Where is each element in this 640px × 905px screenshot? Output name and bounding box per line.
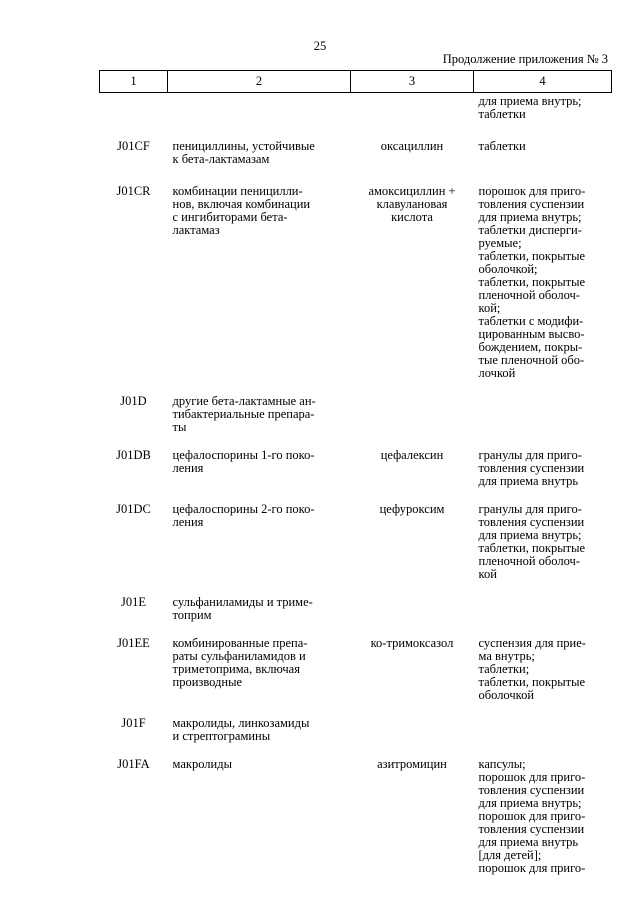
cell-text-line: кой	[478, 567, 497, 581]
cell-text-line: и стрептограмины	[172, 729, 271, 743]
atc-code-cell: J01DC	[116, 502, 151, 516]
drug-name-cell	[351, 488, 474, 581]
group-name-cell	[168, 434, 351, 488]
cell-text-line: оболочкой;	[478, 262, 538, 276]
column-header: 3	[351, 71, 474, 93]
cell-text-line: лактамаз	[172, 223, 220, 237]
table-row	[100, 434, 612, 488]
column-header: 2	[168, 71, 351, 93]
continuation-note: Продолжение приложения № 3	[442, 52, 608, 66]
cell-text-line: гранулы для приго-	[478, 502, 582, 516]
column-header: 4	[474, 71, 612, 93]
table-row	[100, 581, 612, 622]
atc-code-cell: J01EE	[117, 636, 150, 650]
cell-text-line: таблетки, покрытые	[478, 249, 586, 263]
dosage-forms-cell	[474, 166, 612, 380]
cell-text-line: ты	[172, 420, 187, 434]
atc-code-cell: J01CR	[116, 184, 151, 198]
cell-text-line: амоксициллин +	[368, 184, 456, 198]
cell-text-line: товления суспензии	[478, 783, 585, 797]
cell-text-line: порошок для приго-	[478, 809, 586, 823]
cell-text-line: нов, включая комбинации	[172, 197, 311, 211]
dosage-forms-cell	[474, 622, 612, 702]
cell-text-line: макролиды	[172, 757, 232, 771]
table-row	[100, 380, 612, 434]
cell-text-line: с ингибиторами бета-	[172, 210, 288, 224]
group-name-cell	[168, 743, 351, 875]
dosage-forms-cell	[474, 581, 612, 622]
cell-text-line: для приема внутрь	[478, 835, 579, 849]
cell-text-line: ко-тримоксазол	[370, 636, 454, 650]
cell-text-line: производные	[172, 675, 243, 689]
cell-text-line: цефалоспорины 2-го поко-	[172, 502, 315, 516]
cell-text-line: оболочкой	[478, 688, 535, 702]
group-name-cell	[168, 622, 351, 702]
cell-text-line: другие бета-лактамные ан-	[172, 394, 316, 408]
cell-text-line: таблетки, покрытые	[478, 275, 586, 289]
cell-text-line: ления	[172, 515, 204, 529]
cell-text-line: топрим	[172, 608, 212, 622]
cell-text-line: порошок для приго-	[478, 184, 586, 198]
cell-text-line: таблетки с модифи-	[478, 314, 584, 328]
dosage-forms-cell	[474, 121, 612, 166]
cell-text-line: таблетки;	[478, 662, 530, 676]
cell-text-line: раты сульфаниламидов и	[172, 649, 306, 663]
cell-text-line: ления	[172, 461, 204, 475]
table-body	[100, 93, 612, 876]
group-name-cell	[168, 380, 351, 434]
cell-text-line: макролиды, линкозамиды	[172, 716, 310, 730]
cell-text-line: бождением, покры-	[478, 340, 583, 354]
cell-text-line: комбинированные препа-	[172, 636, 308, 650]
cell-text-line: суспензия для прие-	[478, 636, 586, 650]
table-row	[100, 121, 612, 166]
group-name-cell	[168, 581, 351, 622]
dosage-forms-cell	[474, 93, 612, 122]
cell-text-line: тые пленочной обо-	[478, 353, 585, 367]
cell-text-line: пленочной оболоч-	[478, 288, 580, 302]
atc-code-cell: J01FA	[117, 757, 150, 771]
cell-text-line: цефуроксим	[379, 502, 445, 516]
cell-text-line: порошок для приго-	[478, 770, 586, 784]
table-row	[100, 622, 612, 702]
group-name-cell	[168, 488, 351, 581]
cell-text-line: кой;	[478, 301, 501, 315]
dosage-forms-cell	[474, 743, 612, 875]
cell-text-line: азитромицин	[377, 757, 447, 771]
drug-name-cell	[351, 434, 474, 488]
cell-text-line: таблетки, покрытые	[478, 541, 586, 555]
drug-name-cell	[351, 166, 474, 380]
cell-text-line: таблетки	[478, 107, 526, 121]
drug-name-cell	[351, 702, 474, 743]
drug-name-cell	[351, 622, 474, 702]
cell-text-line: триметоприма, включая	[172, 662, 300, 676]
cell-text-line: руемые;	[478, 236, 522, 250]
cell-text-line: для приема внутрь;	[478, 210, 582, 224]
drug-name-cell	[351, 93, 474, 122]
cell-text-line: клавулановая	[376, 197, 448, 211]
cell-text-line: таблетки	[478, 139, 526, 153]
cell-text-line: цированным высво-	[478, 327, 585, 341]
cell-text-line: товления суспензии	[478, 461, 585, 475]
table-row	[100, 488, 612, 581]
atc-code-cell: J01E	[121, 595, 146, 609]
cell-text-line: товления суспензии	[478, 197, 585, 211]
cell-text-line: к бета-лактамазам	[172, 152, 270, 166]
table-row	[100, 93, 612, 122]
column-header: 1	[100, 71, 168, 93]
cell-text-line: оксациллин	[380, 139, 444, 153]
dosage-forms-cell	[474, 488, 612, 581]
cell-text-line: цефалексин	[380, 448, 444, 462]
table-header-row	[100, 71, 612, 93]
cell-text-line: лочкой	[478, 366, 516, 380]
cell-text-line: порошок для приго-	[478, 861, 586, 875]
cell-text-line: пенициллины, устойчивые	[172, 139, 315, 153]
cell-text-line: кислота	[391, 210, 433, 224]
dosage-forms-cell	[474, 380, 612, 434]
table-row	[100, 743, 612, 875]
cell-text-line: сульфаниламиды и триме-	[172, 595, 313, 609]
group-name-cell	[168, 702, 351, 743]
table-row	[100, 702, 612, 743]
atc-code-cell: J01F	[121, 716, 146, 730]
atc-code-cell: J01D	[120, 394, 147, 408]
drug-name-cell	[351, 380, 474, 434]
group-name-cell	[168, 121, 351, 166]
cell-text-line: для приема внутрь;	[478, 94, 582, 108]
cell-text-line: тибактериальные препара-	[172, 407, 315, 421]
cell-text-line: таблетки, покрытые	[478, 675, 586, 689]
cell-text-line: для приема внутрь;	[478, 528, 582, 542]
atc-code-cell: J01DB	[116, 448, 151, 462]
page-number: 25	[313, 39, 327, 53]
table-row	[100, 166, 612, 380]
cell-text-line: капсулы;	[478, 757, 526, 771]
cell-text-line: для приема внутрь;	[478, 796, 582, 810]
atc-code-cell: J01CF	[117, 139, 150, 153]
cell-text-line: гранулы для приго-	[478, 448, 582, 462]
cell-text-line: товления суспензии	[478, 822, 585, 836]
cell-text-line: комбинации пеницилли-	[172, 184, 303, 198]
cell-text-line: [для детей];	[478, 848, 542, 862]
cell-text-line: для приема внутрь	[478, 474, 579, 488]
cell-text-line: ма внутрь;	[478, 649, 535, 663]
dosage-forms-cell	[474, 702, 612, 743]
cell-text-line: пленочной оболоч-	[478, 554, 580, 568]
drug-name-cell	[351, 121, 474, 166]
drug-name-cell	[351, 743, 474, 875]
atc-code-cell	[100, 93, 168, 122]
cell-text-line: товления суспензии	[478, 515, 585, 529]
cell-text-line: таблетки дисперги-	[478, 223, 582, 237]
drug-name-cell	[351, 581, 474, 622]
dosage-forms-cell	[474, 434, 612, 488]
cell-text-line: цефалоспорины 1-го поко-	[172, 448, 315, 462]
group-name-cell	[168, 166, 351, 380]
drug-table	[99, 70, 612, 875]
group-name-cell	[168, 93, 351, 122]
